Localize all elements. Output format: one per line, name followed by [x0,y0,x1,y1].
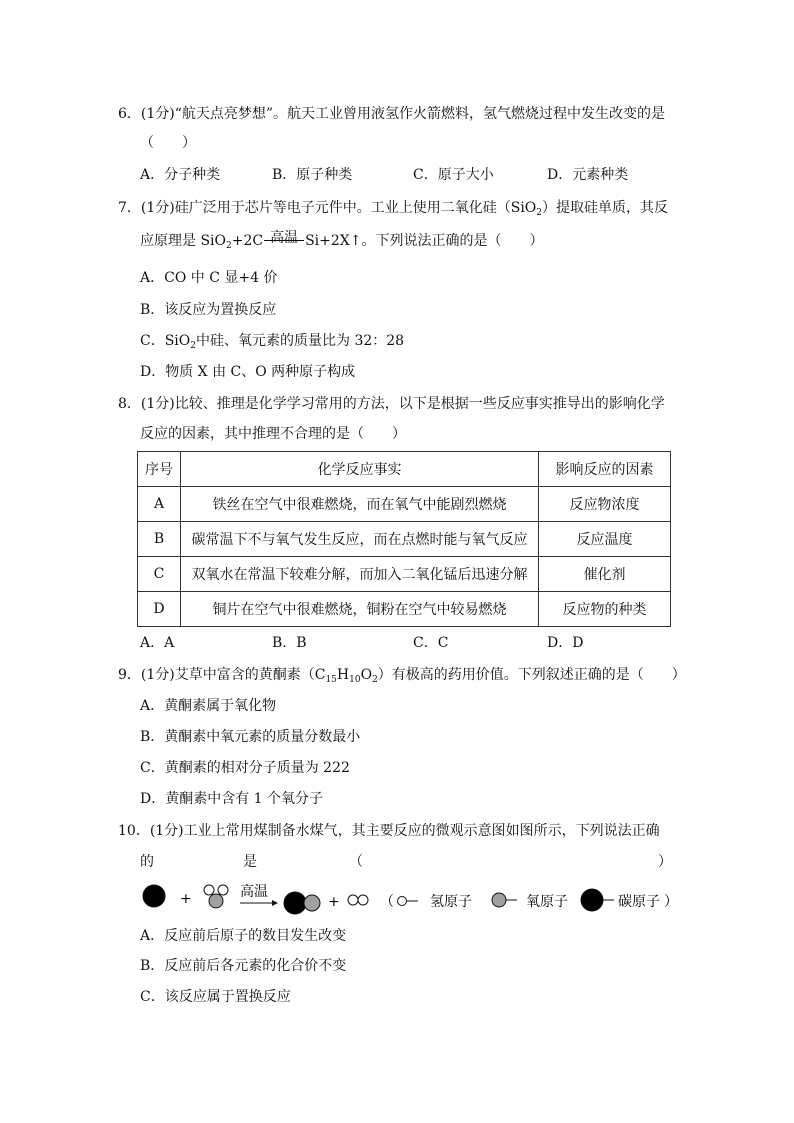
q10-option-b: B．反应前后各元素的化合价不变 [140,958,347,974]
water-molecule [204,885,228,908]
reaction-condition-label: 高温 [270,230,299,246]
row-fact: 铁丝在空气中很难燃烧，而在氧气中能剧烈燃烧 [181,487,539,522]
q7-equation-text-b: +2C [231,233,264,249]
q7-option-b: B．该反应为置换反应 [140,302,277,318]
row-index: B [138,522,181,557]
q7-stem-text-b: ）提取硅单质，其反 [542,200,669,216]
q9-stem-text-d: ）有极高的药用价值。下列叙述正确的是（ ） [377,667,686,683]
q10-stem-word-3: （ [349,854,363,870]
q7-equation-text-a: 应原理是 SiO [140,233,226,249]
reaction-diagram-svg [140,882,680,918]
row-fact: 铜片在空气中很难燃烧，铜粉在空气中较易燃烧 [181,592,539,627]
legend-hydrogen-icon [398,897,407,906]
reaction-facts-table [137,451,671,627]
row-index: A [138,487,181,522]
q9-subscript-o: 2 [372,675,378,685]
table-row [138,592,671,627]
header-factor: 影响反应的因素 [539,452,671,487]
q6-option-b: B．原子种类 [272,167,353,183]
q10-stem-word-4: ） [658,854,672,870]
q7-equation-text-c: Si+2X↑。下列说法正确的是（ ） [305,233,544,249]
q6-stem-line2: （ ） [140,135,196,151]
row-factor: 反应物浓度 [539,487,671,522]
row-factor: 反应物的种类 [539,592,671,627]
q10-stem-word-1: 的 [140,854,154,870]
table-row [138,487,671,522]
q8-option-d: D．D [547,635,584,651]
q9-stem [118,665,686,685]
header-fact: 化学反应事实 [181,452,539,487]
q7-option-d: D．物质 X 由 C、O 两种原子构成 [140,364,356,380]
q8-stem-line2: 反应的因素，其中推理不合理的是（ ） [140,426,406,442]
q6-option-a: A．分子种类 [140,167,221,183]
table-row [138,522,671,557]
plus-sign-1: + [180,891,192,907]
legend-close-paren: ） [664,894,678,910]
legend-carbon-label: 碳原子 [618,894,660,910]
q9-option-b: B．黄酮素中氧元素的质量分数最小 [140,729,361,745]
carbon-atom-reactant [143,885,165,907]
q10-option-a: A．反应前后原子的数目发生改变 [140,928,347,944]
q9-option-c: C．黄酮素的相对分子质量为 222 [140,760,350,776]
q7-option-c-subscript: 2 [190,341,196,351]
row-factor: 反应温度 [539,522,671,557]
reaction-condition-label: 高温 [240,884,268,900]
q8-option-a: A．A [140,635,175,651]
table-row [138,557,671,592]
row-index: C [138,557,181,592]
hydrogen-atom-2 [218,885,228,895]
hydrogen-atom-product-1 [348,895,358,905]
q7-option-c-text-b: 中硅、氧元素的质量比为 32：28 [196,333,405,349]
q10-stem-line1: 10．(1分)工业上常用煤制备水煤气，其主要反应的微观示意图如图所示，下列说法正确 [118,823,660,839]
q9-subscript-h: 10 [349,675,361,685]
oxygen-atom-product [304,895,320,911]
q7-stem-line2 [140,231,544,251]
plus-sign-2: + [328,894,340,910]
oxygen-atom-water [209,894,223,908]
legend-open-paren: （ [380,894,394,910]
microscopic-reaction-diagram [140,882,680,918]
q7-option-c-text-a: C．SiO [140,333,191,349]
hydrogen-atom-product-2 [358,895,368,905]
reaction-arrow-head [272,900,278,906]
row-factor: 催化剂 [539,557,671,592]
q7-stem-line1 [118,198,668,218]
hydrogen-atom-1 [204,885,214,895]
q7-subscript: 2 [536,208,543,218]
row-fact: 碳常温下不与氧气发生反应，而在点燃时能与氧气反应 [181,522,539,557]
q9-stem-text-c: O [360,667,373,683]
row-index: D [138,592,181,627]
row-fact: 双氧水在常温下较难分解，而加入二氧化锰后迅速分解 [181,557,539,592]
carbon-monoxide-molecule [284,892,320,914]
legend-oxygen-icon [492,893,506,907]
table-header-row [138,452,671,487]
q6-stem-line1: 6．(1分)“航天点亮梦想”。航天工业曾用液氢作火箭燃料，氢气燃烧过程中发生改变的是 [118,106,666,122]
legend-oxygen-label: 氧原子 [526,894,568,910]
q8-option-c: C．C [413,635,449,651]
q7-equation-subscript: 2 [226,241,232,251]
legend-carbon-icon [581,889,603,911]
reaction-equals-bar [264,240,304,241]
q9-stem-text-a: 9．(1分)艾草中富含的黄酮素（C [118,667,326,683]
q6-option-d: D．元素种类 [547,167,629,183]
q6-option-c: C．原子大小 [413,167,494,183]
q9-stem-text-b: H [336,667,350,683]
q9-option-d: D．黄酮素中含有 1 个氧分子 [140,791,324,807]
q9-subscript-c: 15 [325,675,337,685]
header-index: 序号 [138,452,181,487]
q7-option-c [140,331,404,351]
q7-stem-text-a: 7．(1分)硅广泛用于芯片等电子元件中。工业上使用二氧化硅（SiO [118,200,537,216]
legend-hydrogen-label: 氢原子 [430,894,472,910]
carbon-atom-product [284,892,306,914]
q10-stem-word-2: 是 [243,854,257,870]
q9-option-a: A．黄酮素属于氧化物 [140,698,277,714]
q10-option-c: C．该反应属于置换反应 [140,989,291,1005]
reaction-condition-mark [263,230,305,246]
q8-option-b: B．B [272,635,307,651]
q8-stem-line1: 8．(1分)比较、推理是化学学习常用的方法，以下是根据一些反应事实推导出的影响化学 [118,396,665,412]
hydrogen-molecule [348,895,368,905]
q7-option-a: A．CO 中 C 显+4 价 [140,270,278,286]
